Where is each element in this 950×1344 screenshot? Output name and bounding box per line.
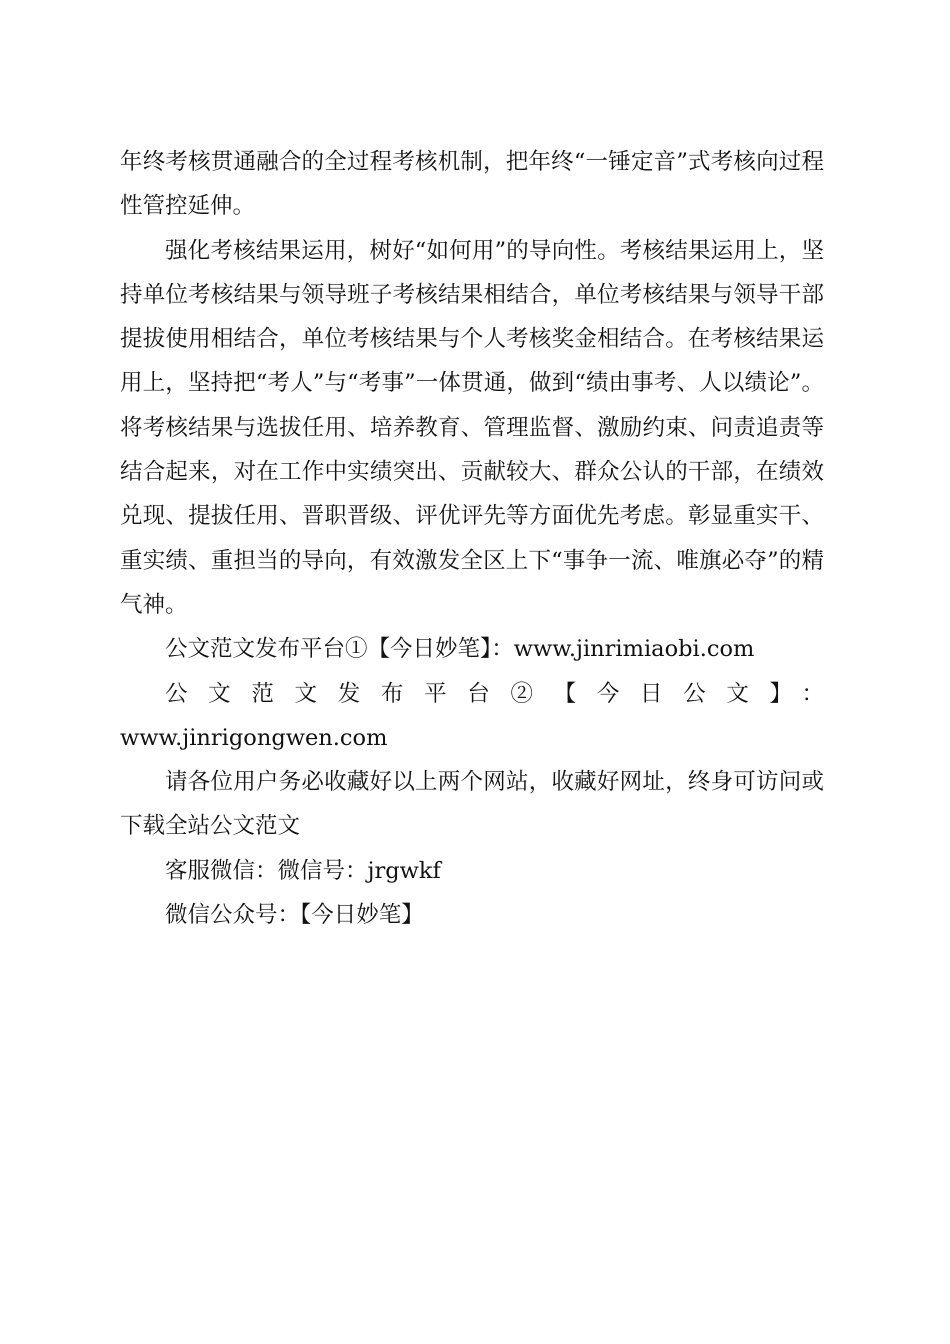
document-page [120, 140, 824, 937]
paragraph-assessment-process: 年终考核贯通融合的全过程考核机制，把年终“一锤定音”式考核向过程性管控延伸。 [120, 149, 824, 220]
paragraph-platform-2 [120, 672, 824, 761]
paragraph-wechat-account: 微信公众号：【今日妙笔】 [165, 902, 424, 929]
paragraph-customer-service: 客服微信：微信号：jrgwkf [165, 857, 441, 884]
paragraph-bookmark-notice: 请各位用户务必收藏好以上两个网站，收藏好网址，终身可访问或下载全站公文范文 [120, 769, 824, 840]
paragraph-platform-1: 公文范文发布平台①【今日妙笔】：www.jinrimiaobi.com [165, 636, 755, 663]
paragraph-assessment-results: 强化考核结果运用，树好“如何用”的导向性。考核结果运用上，坚持单位考核结果与领导班子考核结果相结合，单位考核结果与领导干部提拔使用相结合，单位考核结果与个人考核奖金相结合。在考核结果运用上，坚持把“考人”与“考事”一体贯通，做到“绩由事考、人以绩论”。将考核结果与选拔任用、培养教育、管理监督、激励约束、问责追责等结合起来，对在工作中实绩突出、贡献较大、群众公认的干部，在绩效兑现、提拔任用、晋职晋级、评优评先等方面优先考虑。彰显重实干、重实绩、重担当的导向，有效激发全区上下“事争一流、唯旗必夺”的精气神。 [120, 237, 824, 618]
platform-2-url: www.jinrigongwen.com [120, 724, 388, 751]
platform-2-title: 公文范文发布平台②【今日公文】： [165, 680, 824, 707]
